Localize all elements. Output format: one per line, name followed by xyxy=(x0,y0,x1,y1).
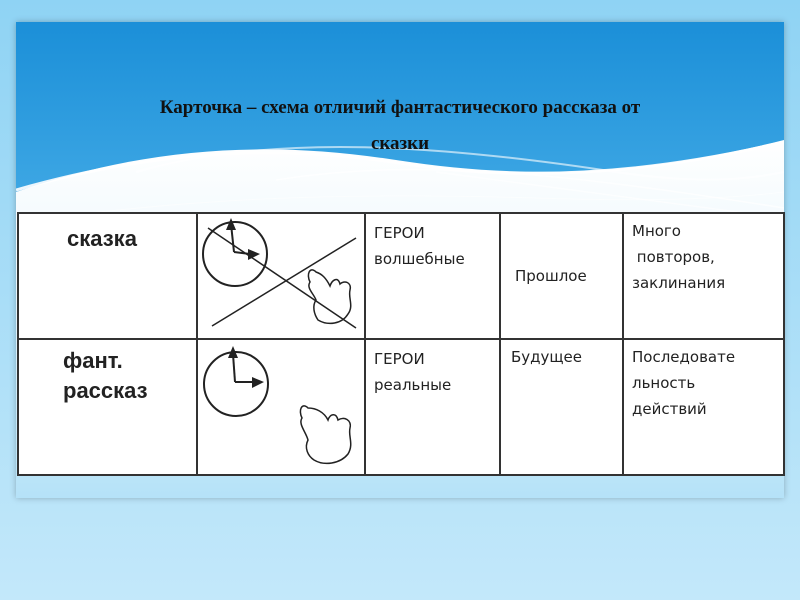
features-cell xyxy=(623,339,784,475)
table-row xyxy=(18,213,784,339)
heroes-label: ГЕРОИ xyxy=(374,224,425,242)
heroes-cell xyxy=(365,339,500,475)
slide-title-line-1: Карточка – схема отличий фантастического рассказа от xyxy=(159,97,641,118)
features-line-3: действий xyxy=(632,400,707,418)
slide-title-line-2: сказки xyxy=(370,133,430,154)
features-line-2: льность xyxy=(632,374,696,392)
features-cell xyxy=(623,213,784,339)
time-label: Будущее xyxy=(511,348,583,366)
picture-cell xyxy=(197,213,365,339)
picture-cell xyxy=(197,339,365,475)
row-type-label-line-1: фант. xyxy=(63,348,123,373)
row-type-cell xyxy=(18,213,197,339)
comparison-table xyxy=(17,212,785,476)
heroes-kind: реальные xyxy=(374,376,452,394)
heroes-cell xyxy=(365,213,500,339)
time-cell xyxy=(500,213,623,339)
features-line-1: Последовате xyxy=(632,348,736,366)
features-line-2: повторов, xyxy=(632,248,715,266)
features-line-1: Много xyxy=(632,222,681,240)
slide-title xyxy=(16,90,784,162)
heroes-label: ГЕРОИ xyxy=(374,350,425,368)
clock-and-hand-icon xyxy=(198,340,365,474)
crossed-clock-and-hand-icon xyxy=(198,214,365,338)
row-type-label-line-2: рассказ xyxy=(63,378,148,403)
time-cell xyxy=(500,339,623,475)
features-line-3: заклинания xyxy=(632,274,726,292)
time-label: Прошлое xyxy=(515,267,587,285)
heroes-kind: волшебные xyxy=(374,250,465,268)
row-type-label: сказка xyxy=(67,226,137,251)
table-row xyxy=(18,339,784,475)
row-type-cell xyxy=(18,339,197,475)
